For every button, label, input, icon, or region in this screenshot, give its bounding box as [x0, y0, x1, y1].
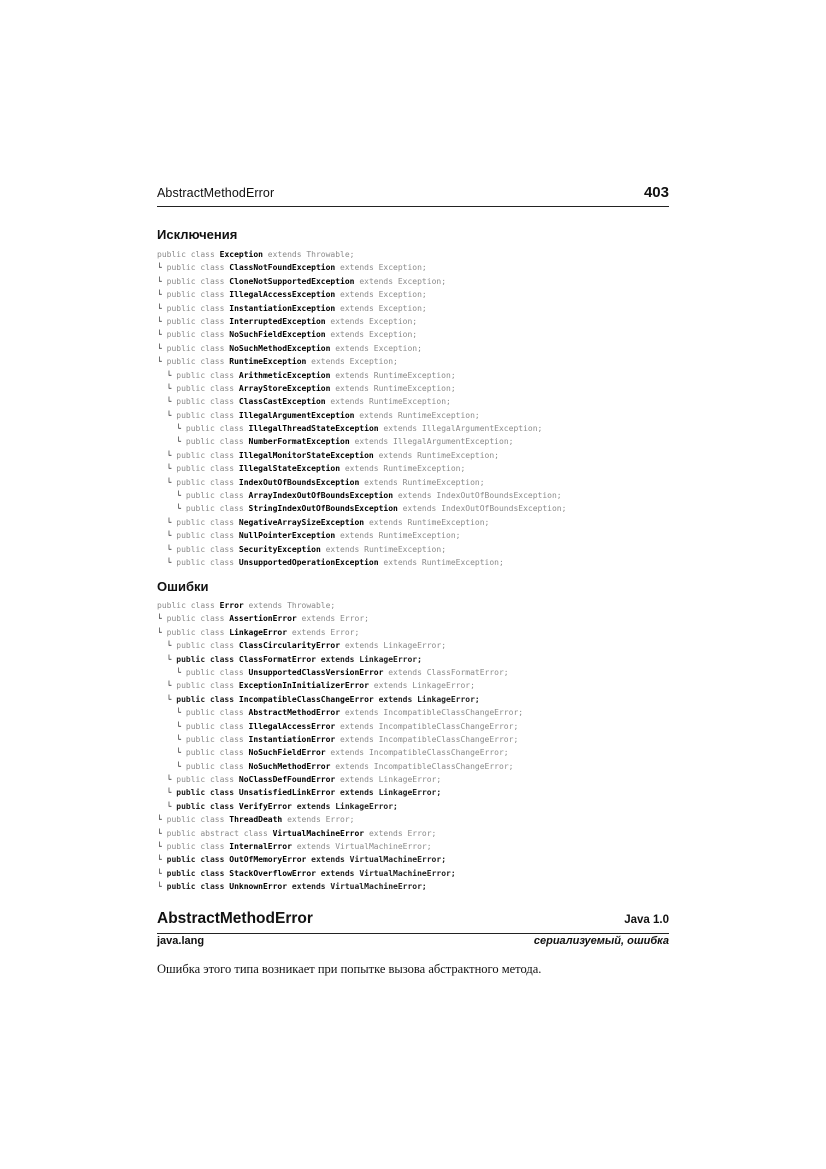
line-extends: extends LinkageError;	[368, 681, 475, 691]
line-modifier: public class	[176, 531, 239, 541]
line-extends: extends IndexOutOfBoundsException;	[397, 504, 567, 514]
line-extends: extends Exception;	[335, 303, 427, 313]
hierarchy-line	[157, 693, 523, 706]
line-extends: extends Exception;	[325, 330, 418, 340]
line-modifier: public class	[176, 544, 239, 554]
line-class-name: NoSuchFieldError	[248, 748, 326, 758]
line-class-name: ThreadDeath	[229, 815, 283, 825]
line-modifier: public class	[166, 614, 230, 624]
tree-branch-icon: └	[157, 815, 167, 825]
line-modifier: public class	[176, 517, 239, 527]
line-modifier: public class	[176, 410, 239, 420]
line-modifier: public class	[166, 303, 230, 313]
line-extends: extends RuntimeException;	[335, 531, 461, 541]
line-class-name: IllegalThreadStateException	[248, 424, 379, 434]
tree-branch-icon: └	[157, 828, 167, 838]
line-extends: extends IncompatibleClassChangeError;	[335, 721, 519, 731]
line-extends: extends Error;	[364, 828, 437, 838]
tree-branch-icon: └	[157, 788, 177, 798]
line-extends: extends IncompatibleClassChangeError;	[340, 708, 524, 718]
line-modifier: public class	[176, 654, 239, 664]
line-modifier: public class	[185, 437, 249, 447]
hierarchy-line	[157, 706, 523, 719]
hierarchy-line	[157, 315, 566, 328]
line-modifier: public class	[185, 734, 249, 744]
hierarchy-line	[157, 516, 566, 529]
line-class-name: NullPointerException	[238, 531, 336, 541]
line-modifier: public class	[176, 450, 239, 460]
line-class-name: ExceptionInInitializerError	[238, 681, 369, 691]
hierarchy-line	[157, 867, 523, 880]
hierarchy-line	[157, 746, 523, 759]
hierarchy-line	[157, 355, 566, 368]
line-class-name: ArrayStoreException	[238, 383, 331, 393]
hierarchy-line	[157, 653, 523, 666]
line-extends: extends VirtualMachineError;	[306, 855, 447, 865]
tree-branch-icon: └	[157, 627, 167, 637]
hierarchy-line	[157, 248, 566, 261]
line-modifier: public class	[185, 491, 249, 501]
tree-branch-icon: └	[157, 517, 177, 527]
line-extends: extends IncompatibleClassChangeError;	[330, 761, 514, 771]
line-modifier: public class	[185, 748, 249, 758]
line-modifier: public class	[176, 383, 239, 393]
tree-branch-icon: └	[157, 343, 167, 353]
line-modifier: public class	[166, 357, 230, 367]
tree-branch-icon: └	[157, 855, 167, 865]
hierarchy-line	[157, 760, 523, 773]
line-extends: extends ClassFormatError;	[383, 667, 509, 677]
tree-branch-icon: └	[157, 357, 167, 367]
line-modifier: public class	[166, 815, 230, 825]
line-modifier: public class	[185, 761, 249, 771]
tree-branch-icon: └	[157, 330, 167, 340]
hierarchy-line	[157, 302, 566, 315]
line-modifier: public abstract class	[166, 828, 273, 838]
line-class-name: InterruptedException	[229, 316, 326, 326]
line-extends: extends Exception;	[354, 276, 447, 286]
line-class-name: AbstractMethodError	[248, 708, 341, 718]
line-extends: extends RuntimeException;	[373, 450, 499, 460]
hierarchy-line	[157, 395, 566, 408]
line-class-name: NoClassDefFoundError	[238, 775, 336, 785]
tree-branch-icon: └	[157, 557, 177, 567]
line-class-name: NoSuchFieldException	[229, 330, 326, 340]
tree-branch-icon: └	[157, 721, 186, 731]
tree-branch-icon: └	[157, 868, 167, 878]
line-class-name: UnknownError	[229, 882, 288, 892]
line-class-name: IllegalAccessError	[248, 721, 336, 731]
tree-branch-icon: └	[157, 531, 177, 541]
line-modifier: public class	[185, 721, 249, 731]
line-extends: extends LinkageError;	[340, 641, 447, 651]
line-extends: extends LinkageError;	[315, 654, 422, 664]
line-class-name: ArrayIndexOutOfBoundsException	[248, 491, 394, 501]
line-class-name: NegativeArraySizeException	[238, 517, 365, 527]
tree-branch-icon: └	[157, 544, 177, 554]
line-extends: extends RuntimeException;	[378, 557, 504, 567]
line-class-name: UnsupportedClassVersionError	[248, 667, 384, 677]
tree-branch-icon: └	[157, 641, 177, 651]
line-class-name: StackOverflowError	[229, 868, 316, 878]
tree-branch-icon: └	[157, 477, 177, 487]
line-modifier: public class	[176, 464, 239, 474]
line-class-name: CloneNotSupportedException	[229, 276, 355, 286]
line-modifier: public class	[166, 316, 230, 326]
entry-version: Java 1.0	[624, 914, 669, 926]
hierarchy-line	[157, 261, 566, 274]
hierarchy-line	[157, 489, 566, 502]
hierarchy-line	[157, 786, 523, 799]
line-class-name: ArithmeticException	[238, 370, 331, 380]
line-modifier: public class	[166, 868, 230, 878]
line-extends: extends Exception;	[335, 290, 427, 300]
tree-branch-icon: └	[157, 303, 167, 313]
line-extends: extends RuntimeException;	[325, 397, 451, 407]
errors-hierarchy	[157, 599, 523, 894]
line-extends: extends LinkageError;	[373, 694, 480, 704]
section-title-exceptions: Исключения	[157, 227, 238, 242]
line-modifier: public class	[166, 855, 230, 865]
hierarchy-line	[157, 369, 566, 382]
hierarchy-line	[157, 382, 566, 395]
hierarchy-line	[157, 529, 566, 542]
line-extends: extends IllegalArgumentException;	[378, 424, 543, 434]
line-extends: extends RuntimeException;	[330, 370, 456, 380]
line-class-name: NoSuchMethodError	[248, 761, 331, 771]
line-class-name: InstantiationError	[248, 734, 336, 744]
line-modifier: public class	[176, 801, 239, 811]
line-modifier: public class	[176, 788, 239, 798]
line-modifier: public class	[166, 276, 230, 286]
line-extends: extends Throwable;	[243, 601, 336, 610]
hierarchy-line	[157, 476, 566, 489]
line-extends: extends Error;	[282, 815, 355, 825]
tree-branch-icon: └	[157, 775, 177, 785]
line-extends: extends RuntimeException;	[330, 383, 456, 393]
hierarchy-line	[157, 813, 523, 826]
entry-tags: сериализуемый, ошибка	[533, 935, 669, 947]
line-modifier: public class	[166, 627, 230, 637]
line-modifier: public class	[176, 694, 239, 704]
hierarchy-line	[157, 733, 523, 746]
tree-branch-icon: └	[157, 801, 177, 811]
line-extends: extends RuntimeException;	[320, 544, 447, 554]
line-class-name: RuntimeException	[229, 357, 307, 367]
line-class-name: ClassCircularityError	[238, 641, 341, 651]
line-class-name: InstantiationException	[229, 303, 336, 313]
line-extends: extends LinkageError;	[291, 801, 398, 811]
hierarchy-line	[157, 462, 566, 475]
line-extends: extends IllegalArgumentException;	[349, 437, 514, 447]
hierarchy-line	[157, 773, 523, 786]
tree-branch-icon: └	[157, 654, 177, 664]
line-modifier: public class	[176, 681, 239, 691]
line-extends: extends Exception;	[325, 316, 418, 326]
tree-branch-icon: └	[157, 694, 177, 704]
line-class-name: LinkageError	[229, 627, 288, 637]
tree-branch-icon: └	[157, 410, 177, 420]
hierarchy-line	[157, 288, 566, 301]
tree-branch-icon: └	[157, 491, 186, 501]
hierarchy-line	[157, 666, 523, 679]
line-modifier: public class	[176, 641, 239, 651]
line-extends: extends RuntimeException;	[354, 410, 480, 420]
tree-branch-icon: └	[157, 290, 167, 300]
running-title: AbstractMethodError	[157, 186, 275, 200]
line-class-name: VerifyError	[238, 801, 292, 811]
tree-branch-icon: └	[157, 504, 186, 514]
hierarchy-line	[157, 435, 566, 448]
hierarchy-line	[157, 543, 566, 556]
tree-branch-icon: └	[157, 734, 186, 744]
line-modifier: public class	[185, 667, 249, 677]
line-extends: extends RuntimeException;	[359, 477, 485, 487]
hierarchy-line	[157, 840, 523, 853]
hierarchy-line	[157, 626, 523, 639]
line-class-name: ClassCastException	[238, 397, 326, 407]
tree-branch-icon: └	[157, 276, 167, 286]
hierarchy-line	[157, 449, 566, 462]
line-class-name: ClassNotFoundException	[229, 263, 336, 273]
line-extends: extends VirtualMachineError;	[315, 868, 456, 878]
tree-branch-icon: └	[157, 748, 186, 758]
line-extends: extends LinkageError;	[335, 788, 442, 798]
line-extends: extends Exception;	[306, 357, 398, 367]
hierarchy-line	[157, 720, 523, 733]
tree-branch-icon: └	[157, 383, 177, 393]
line-modifier: public class	[176, 557, 239, 567]
hierarchy-line	[157, 679, 523, 692]
line-extends: extends Error;	[287, 627, 360, 637]
line-class-name: UnsupportedOperationException	[238, 557, 379, 567]
line-modifier: public class	[176, 370, 239, 380]
line-modifier: public class	[166, 263, 230, 273]
line-class-name: IllegalMonitorStateException	[238, 450, 374, 460]
hierarchy-line	[157, 880, 523, 893]
hierarchy-line	[157, 409, 566, 422]
hierarchy-line	[157, 853, 523, 866]
hierarchy-line	[157, 328, 566, 341]
tree-branch-icon: └	[157, 424, 186, 434]
entry-subheading	[157, 935, 669, 951]
line-extends: extends Exception;	[335, 263, 427, 273]
line-class-name: NumberFormatException	[248, 437, 350, 447]
line-modifier: public class	[185, 504, 249, 514]
entry-class-name: AbstractMethodError	[157, 910, 313, 927]
line-extends: extends Error;	[296, 614, 369, 624]
page-header	[157, 186, 669, 207]
line-extends: extends IncompatibleClassChangeError;	[325, 748, 509, 758]
tree-branch-icon: └	[157, 708, 186, 718]
line-modifier: public class	[157, 250, 220, 259]
hierarchy-line	[157, 827, 523, 840]
line-extends: extends Throwable;	[262, 250, 355, 259]
tree-branch-icon: └	[157, 316, 167, 326]
tree-branch-icon: └	[157, 614, 167, 624]
line-modifier: public class	[176, 775, 239, 785]
section-title-errors: Ошибки	[157, 579, 209, 594]
tree-branch-icon: └	[157, 681, 177, 691]
hierarchy-line	[157, 275, 566, 288]
line-class-name: InternalError	[229, 842, 292, 852]
page-number: 403	[643, 184, 669, 201]
line-extends: extends RuntimeException;	[364, 517, 490, 527]
line-extends: extends IncompatibleClassChangeError;	[335, 734, 519, 744]
hierarchy-line	[157, 556, 566, 569]
entry-description: Ошибка этого типа возникает при попытке вызова абстрактного метода.	[157, 962, 542, 976]
hierarchy-line	[157, 639, 523, 652]
line-class-name: IncompatibleClassChangeError	[238, 694, 374, 704]
tree-branch-icon: └	[157, 842, 167, 852]
tree-branch-icon: └	[157, 263, 167, 273]
line-modifier: public class	[157, 601, 220, 610]
hierarchy-line	[157, 342, 566, 355]
tree-branch-icon: └	[157, 437, 186, 447]
line-class-name: ClassFormatError	[238, 654, 316, 664]
line-class-name: VirtualMachineError	[272, 828, 365, 838]
tree-branch-icon: └	[157, 667, 186, 677]
line-modifier: public class	[176, 477, 239, 487]
tree-branch-icon: └	[157, 450, 177, 460]
hierarchy-line	[157, 422, 566, 435]
line-modifier: public class	[185, 424, 249, 434]
line-class-name: IllegalAccessException	[229, 290, 336, 300]
line-extends: extends Exception;	[330, 343, 422, 353]
entry-package: java.lang	[157, 935, 205, 947]
line-modifier: public class	[185, 708, 249, 718]
line-extends: extends VirtualMachineError;	[291, 842, 432, 852]
entry-heading	[157, 910, 669, 934]
line-class-name: StringIndexOutOfBoundsException	[248, 504, 398, 514]
line-class-name: OutOfMemoryError	[229, 855, 307, 865]
line-class-name: IndexOutOfBoundsException	[238, 477, 360, 487]
tree-branch-icon: └	[157, 464, 177, 474]
line-class-name: IllegalArgumentException	[238, 410, 355, 420]
line-class-name: SecurityException	[238, 544, 321, 554]
line-class-name: Exception	[219, 250, 263, 259]
exceptions-hierarchy	[157, 248, 566, 569]
line-modifier: public class	[166, 882, 230, 892]
line-extends: extends VirtualMachineError;	[287, 882, 427, 892]
hierarchy-line	[157, 599, 523, 612]
line-class-name: AssertionError	[229, 614, 297, 624]
line-modifier: public class	[166, 842, 230, 852]
hierarchy-line	[157, 612, 523, 625]
line-modifier: public class	[166, 343, 230, 353]
tree-branch-icon: └	[157, 370, 177, 380]
tree-branch-icon: └	[157, 397, 177, 407]
line-class-name: NoSuchMethodException	[229, 343, 331, 353]
line-class-name: Error	[219, 601, 244, 610]
tree-branch-icon: └	[157, 761, 186, 771]
line-class-name: IllegalStateException	[238, 464, 341, 474]
line-modifier: public class	[176, 397, 239, 407]
line-modifier: public class	[166, 290, 230, 300]
line-extends: extends RuntimeException;	[340, 464, 466, 474]
hierarchy-line	[157, 800, 523, 813]
hierarchy-line	[157, 502, 566, 515]
line-extends: extends IndexOutOfBoundsException;	[393, 491, 562, 501]
tree-branch-icon: └	[157, 882, 167, 892]
line-class-name: UnsatisfiedLinkError	[238, 788, 336, 798]
line-extends: extends LinkageError;	[335, 775, 442, 785]
line-modifier: public class	[166, 330, 230, 340]
